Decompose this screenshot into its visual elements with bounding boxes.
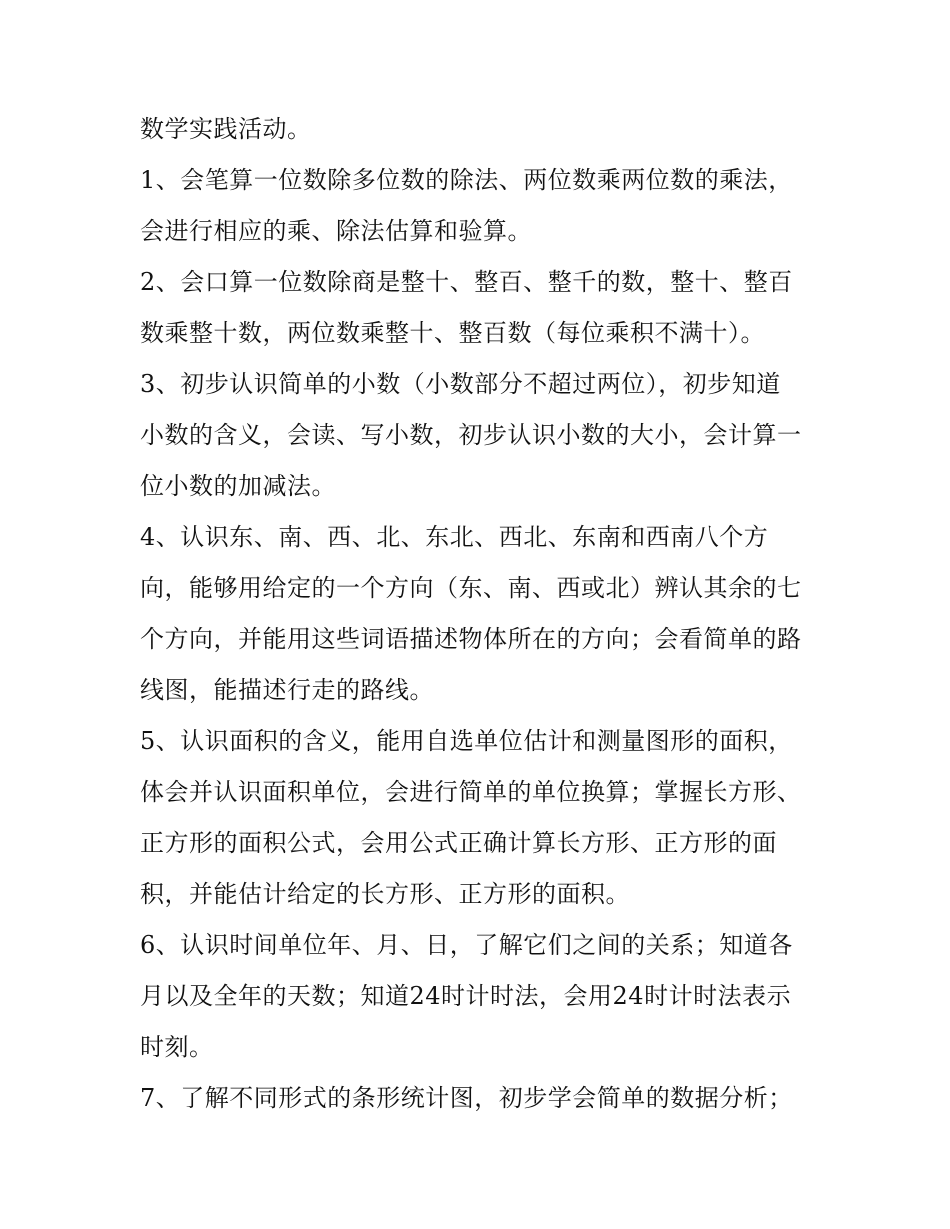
text-line: 4、认识东、南、西、北、东北、西北、东南和西南八个方 [140, 523, 769, 551]
text-line: 数乘整十数，两位数乘整十、整百数（每位乘积不满十）。 [140, 319, 765, 347]
text-line: 1、会笔算一位数除多位数的除法、两位数乘两位数的乘法， [140, 166, 793, 194]
text-line: 时刻。 [140, 1033, 214, 1061]
text-line: 线图，能描述行走的路线。 [140, 676, 434, 704]
text-line: 2、会口算一位数除商是整十、整百、整千的数，整十、整百 [140, 268, 793, 296]
text-line: 个方向，并能用这些词语描述物体所在的方向；会看简单的路 [140, 625, 802, 653]
text-line: 位小数的加减法。 [140, 472, 336, 500]
text-line: 5、认识面积的含义，能用自选单位估计和测量图形的面积， [140, 727, 793, 755]
text-line: 3、初步认识简单的小数（小数部分不超过两位），初步知道 [140, 370, 781, 398]
text-line: 正方形的面积公式，会用公式正确计算长方形、正方形的面 [140, 829, 777, 857]
text-line: 月以及全年的天数；知道24时计时法，会用24时计时法表示 [140, 982, 792, 1010]
text-line: 7、了解不同形式的条形统计图，初步学会简单的数据分析； [140, 1084, 793, 1112]
text-line: 积，并能估计给定的长方形、正方形的面积。 [140, 880, 630, 908]
text-line: 向，能够用给定的一个方向（东、南、西或北）辨认其余的七 [140, 574, 802, 602]
document-body [140, 104, 820, 1124]
text-line: 会进行相应的乘、除法估算和验算。 [140, 217, 532, 245]
text-line: 6、认识时间单位年、月、日，了解它们之间的关系；知道各 [140, 931, 793, 959]
text-line: 小数的含义，会读、写小数，初步认识小数的大小，会计算一 [140, 421, 802, 449]
text-line: 数学实践活动。 [140, 115, 312, 143]
text-line: 体会并认识面积单位，会进行简单的单位换算；掌握长方形、 [140, 778, 802, 806]
